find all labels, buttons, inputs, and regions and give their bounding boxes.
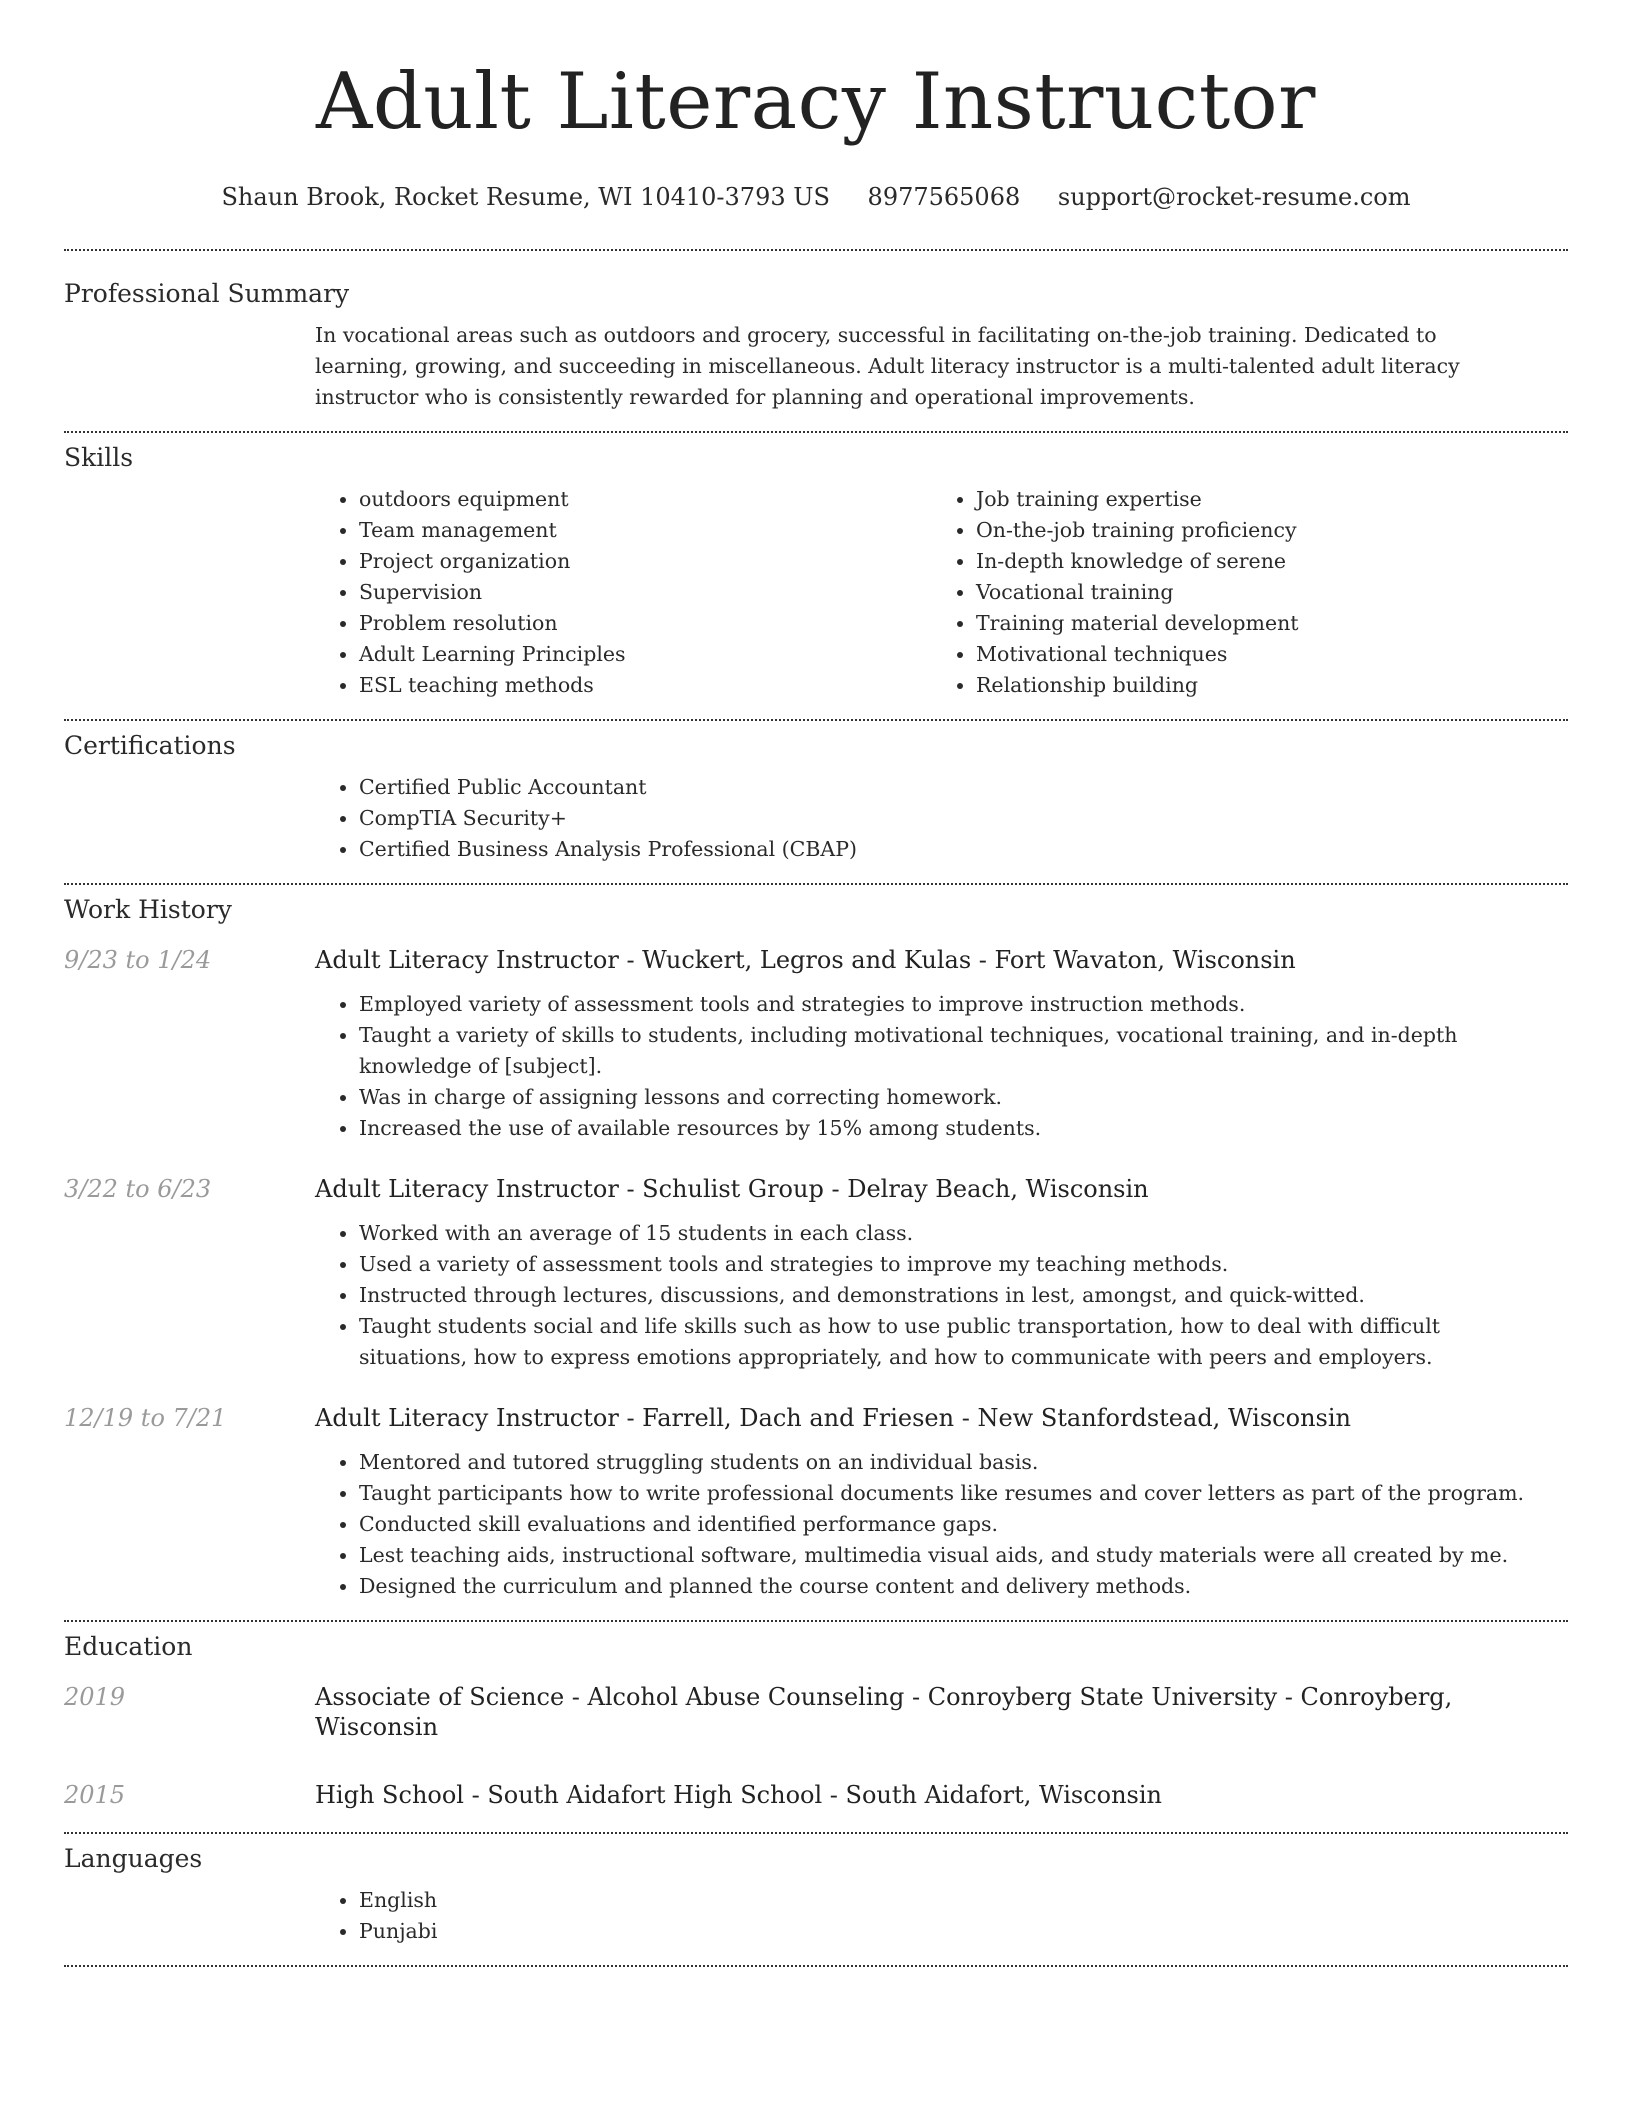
summary-text: In vocational areas such as outdoors and grocery, successful in facilitating on-the-job training. Dedicated to learning, growing, and succeeding in miscellaneous. Adult literacy instructor is a multi-talented adult literacy instructor who is consistently rewarded for planning and operational improvements. xyxy=(315,323,1460,409)
certifications-section xyxy=(64,721,1568,865)
summary-title: Professional Summary xyxy=(64,279,350,308)
summary-section xyxy=(64,251,1568,413)
job-heading: Adult Literacy Instructor - Wuckert, Legros and Kulas - Fort Wavaton, Wisconsin xyxy=(315,946,1296,974)
job-dates: 12/19 to 7/21 xyxy=(64,1404,227,1432)
languages-section xyxy=(64,1834,1568,1947)
job-duties xyxy=(315,1218,1549,1373)
job-entry xyxy=(64,1403,1568,1602)
job-duties xyxy=(315,1447,1549,1602)
job-duty: • Employed variety of assessment tools and strategies to improve instruction methods. xyxy=(359,989,1549,1020)
education-title: Education xyxy=(64,1632,193,1661)
job-duty: • Used a variety of assessment tools and strategies to improve my teaching methods. xyxy=(359,1249,1549,1280)
languages-list xyxy=(315,1885,1568,1947)
education-entry xyxy=(64,1682,1568,1742)
job-dates: 3/22 to 6/23 xyxy=(64,1175,212,1203)
skill-item: • Vocational training xyxy=(976,577,1549,608)
skill-item: • On-the-job training proficiency xyxy=(976,515,1549,546)
job-duty: • Taught a variety of skills to students, including motivational techniques, vocational training, and in-depth knowledge of [subject]. xyxy=(359,1020,1549,1082)
skill-item: • Project organization xyxy=(359,546,932,577)
skill-item: • Team management xyxy=(359,515,932,546)
job-entry xyxy=(64,945,1568,1144)
job-duty: • Instructed through lectures, discussions, and demonstrations in lest, amongst, and quick-witted. xyxy=(359,1280,1549,1311)
education-heading: Associate of Science - Alcohol Abuse Counseling - Conroyberg State University - Conroyberg, Wisconsin xyxy=(315,1683,1453,1741)
skills-list-right xyxy=(932,484,1549,701)
certifications-title: Certifications xyxy=(64,731,236,760)
certification-item: • CompTIA Security+ xyxy=(359,803,1568,834)
contact-address: Shaun Brook, Rocket Resume, WI 10410-3793 US xyxy=(221,183,830,211)
candidate-name: Adult Literacy Instructor xyxy=(316,57,1316,147)
skills-list-left xyxy=(315,484,932,701)
skill-item: • Problem resolution xyxy=(359,608,932,639)
skill-item: • Motivational techniques xyxy=(976,639,1549,670)
education-year: 2019 xyxy=(64,1683,126,1711)
contact-email: support@rocket-resume.com xyxy=(1057,183,1411,211)
job-dates: 9/23 to 1/24 xyxy=(64,946,212,974)
contact-line xyxy=(64,182,1568,212)
job-duty: • Mentored and tutored struggling students on an individual basis. xyxy=(359,1447,1549,1478)
job-entry xyxy=(64,1174,1568,1373)
education-entry xyxy=(64,1780,1568,1810)
skill-item: • Relationship building xyxy=(976,670,1549,701)
job-duties xyxy=(315,989,1549,1144)
job-duty: • Worked with an average of 15 students in each class. xyxy=(359,1218,1549,1249)
certifications-list xyxy=(315,772,1568,865)
job-duty: • Designed the curriculum and planned the course content and delivery methods. xyxy=(359,1571,1549,1602)
skill-item: • Adult Learning Principles xyxy=(359,639,932,670)
contact-phone: 8977565068 xyxy=(867,183,1021,211)
languages-title: Languages xyxy=(64,1844,203,1873)
education-heading: High School - South Aidafort High School - South Aidafort, Wisconsin xyxy=(315,1781,1163,1809)
work-history-section xyxy=(64,885,1568,1602)
skill-item: • Supervision xyxy=(359,577,932,608)
skill-item: • ESL teaching methods xyxy=(359,670,932,701)
certification-item: • Certified Public Accountant xyxy=(359,772,1568,803)
education-year: 2015 xyxy=(64,1781,126,1809)
skills-section xyxy=(64,433,1568,701)
language-item: • English xyxy=(359,1885,1568,1916)
skills-title: Skills xyxy=(64,443,134,472)
language-item: • Punjabi xyxy=(359,1916,1568,1947)
job-duty: • Taught participants how to write professional documents like resumes and cover letters as part of the program. xyxy=(359,1478,1549,1509)
skill-item: • Training material development xyxy=(976,608,1549,639)
job-heading: Adult Literacy Instructor - Schulist Group - Delray Beach, Wisconsin xyxy=(315,1175,1149,1203)
job-duty: • Increased the use of available resources by 15% among students. xyxy=(359,1113,1549,1144)
job-duty: • Was in charge of assigning lessons and correcting homework. xyxy=(359,1082,1549,1113)
job-duty: • Conducted skill evaluations and identified performance gaps. xyxy=(359,1509,1549,1540)
certification-item: • Certified Business Analysis Professional (CBAP) xyxy=(359,834,1568,865)
skill-item: • outdoors equipment xyxy=(359,484,932,515)
skill-item: • Job training expertise xyxy=(976,484,1549,515)
skill-item: • In-depth knowledge of serene xyxy=(976,546,1549,577)
work-history-title: Work History xyxy=(64,895,232,924)
job-duty: • Taught students social and life skills such as how to use public transportation, how to deal with difficult situations, how to express emotions appropriately, and how to communicate with peers and employers. xyxy=(359,1311,1549,1373)
education-section xyxy=(64,1622,1568,1810)
job-heading: Adult Literacy Instructor - Farrell, Dach and Friesen - New Stanfordstead, Wisconsin xyxy=(315,1404,1351,1432)
section-divider xyxy=(64,1965,1568,1967)
job-duty: • Lest teaching aids, instructional software, multimedia visual aids, and study materials were all created by me. xyxy=(359,1540,1549,1571)
